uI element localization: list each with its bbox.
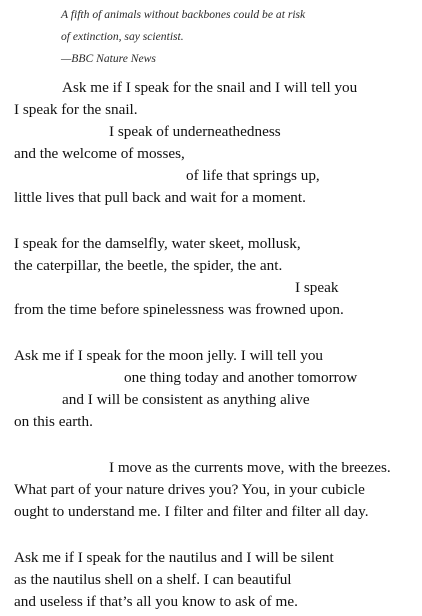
poem-body [14,77,414,613]
poem-line: little lives that pull back and wait for a moment. [14,189,306,206]
epigraph-line: A fifth of animals without backbones could be at risk [61,8,306,21]
stanza-break [14,321,414,345]
stanza-1 [14,77,414,209]
stanza-5 [14,547,414,613]
poem-line: I move as the currents move, with the breezes. [109,459,391,476]
poem-line: the caterpillar, the beetle, the spider, the ant. [14,257,283,274]
stanza-4 [14,457,414,523]
stanza-break [14,523,414,547]
poem-line: one thing today and another tomorrow [124,369,358,386]
poem-line: Ask me if I speak for the nautilus and I will be silent [14,549,334,566]
poem-line: I speak for the snail. [14,101,138,118]
poem-line: of life that springs up, [186,167,320,184]
poem-line: I speak for the damselfly, water skeet, mollusk, [14,235,301,252]
poem-line: Ask me if I speak for the snail and I will tell you [62,79,358,96]
stanza-2 [14,233,414,321]
poem-line: What part of your nature drives you? You, in your cubicle [14,481,365,498]
poem-line: and the welcome of mosses, [14,145,185,162]
poem-line: on this earth. [14,413,93,430]
epigraph [61,4,401,70]
poem-line: and useless if that’s all you know to ask of me. [14,593,298,610]
poem-line: I speak of underneathedness [109,123,281,140]
poem-line: Ask me if I speak for the moon jelly. I will tell you [14,347,324,364]
stanza-break [14,433,414,457]
stanza-3 [14,345,414,433]
poem-line: as the nautilus shell on a shelf. I can beautiful [14,571,292,588]
poem-line: I speak [295,279,339,296]
epigraph-attribution: —BBC Nature News [61,52,156,65]
poem-line: and I will be consistent as anything alive [62,391,310,408]
poem-line: ought to understand me. I filter and filter and filter all day. [14,503,369,520]
stanza-break [14,209,414,233]
epigraph-line: of extinction, say scientist. [61,30,184,43]
poem-line: from the time before spinelessness was frowned upon. [14,301,344,318]
